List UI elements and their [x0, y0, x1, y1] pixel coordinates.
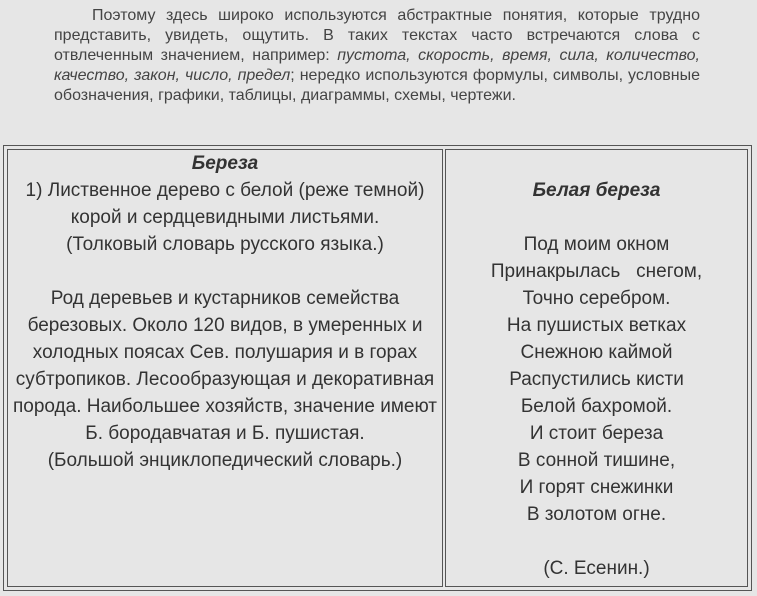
poem-line: На пушистых ветках — [506, 315, 687, 336]
poem-line: В сонной тишине, — [517, 450, 676, 471]
poem-line: И стоит береза — [529, 423, 664, 444]
scientific-text-cell — [7, 149, 443, 587]
poem-cell — [445, 149, 748, 587]
poem-line: Принакрылась снегом, — [490, 261, 703, 282]
definition-1: 1) Лиственное дерево с белой (реже темной) корой и сердцевидными листьями. — [25, 180, 425, 228]
poem-title: Белая береза — [532, 180, 661, 201]
intro-text-part1: Поэтому здесь широко используются абстрактные понятия, которые трудно представить, увидеть, ощутить. В таких текстах часто встречаются слова с отвлеченным значением, например: — [54, 7, 700, 64]
poem-line: Точно серебром. — [522, 288, 671, 309]
poem-line: И горят снежинки — [519, 477, 674, 498]
intro-paragraph — [54, 6, 700, 106]
poem-line: Белой бахромой. — [520, 396, 673, 417]
source-1: (Толковый словарь русского языка.) — [66, 234, 384, 255]
poem-line: Снежною каймой — [520, 342, 673, 363]
comparison-table — [3, 145, 752, 591]
intro-text-part2: ; нередко используются формулы, символы, условные обозначения, графики, таблицы, диаграммы, схемы, чертежи. — [54, 67, 701, 104]
intro-examples: пустота, скорость, время, сила, количество, качество, закон, число, предел — [54, 47, 700, 84]
poem-author: (С. Есенин.) — [543, 558, 650, 579]
source-2: (Большой энциклопедический словарь.) — [47, 450, 403, 471]
poem-line: Под моим окном — [523, 234, 670, 255]
poem-lines — [446, 231, 747, 528]
definition-2: Род деревьев и кустарников семейства березовых. Около 120 видов, в умеренных и холодных поясах Сев. полушария и в горах субтропиков. Лесообразующая и декоративная порода. Наибольшее хозяйств, значение имеют Б. бородавчатая и Б. пушистая. — [12, 288, 437, 444]
left-title: Береза — [191, 153, 259, 174]
poem-line: Распустились кисти — [509, 369, 684, 390]
poem-line: В золотом огне. — [526, 504, 667, 525]
